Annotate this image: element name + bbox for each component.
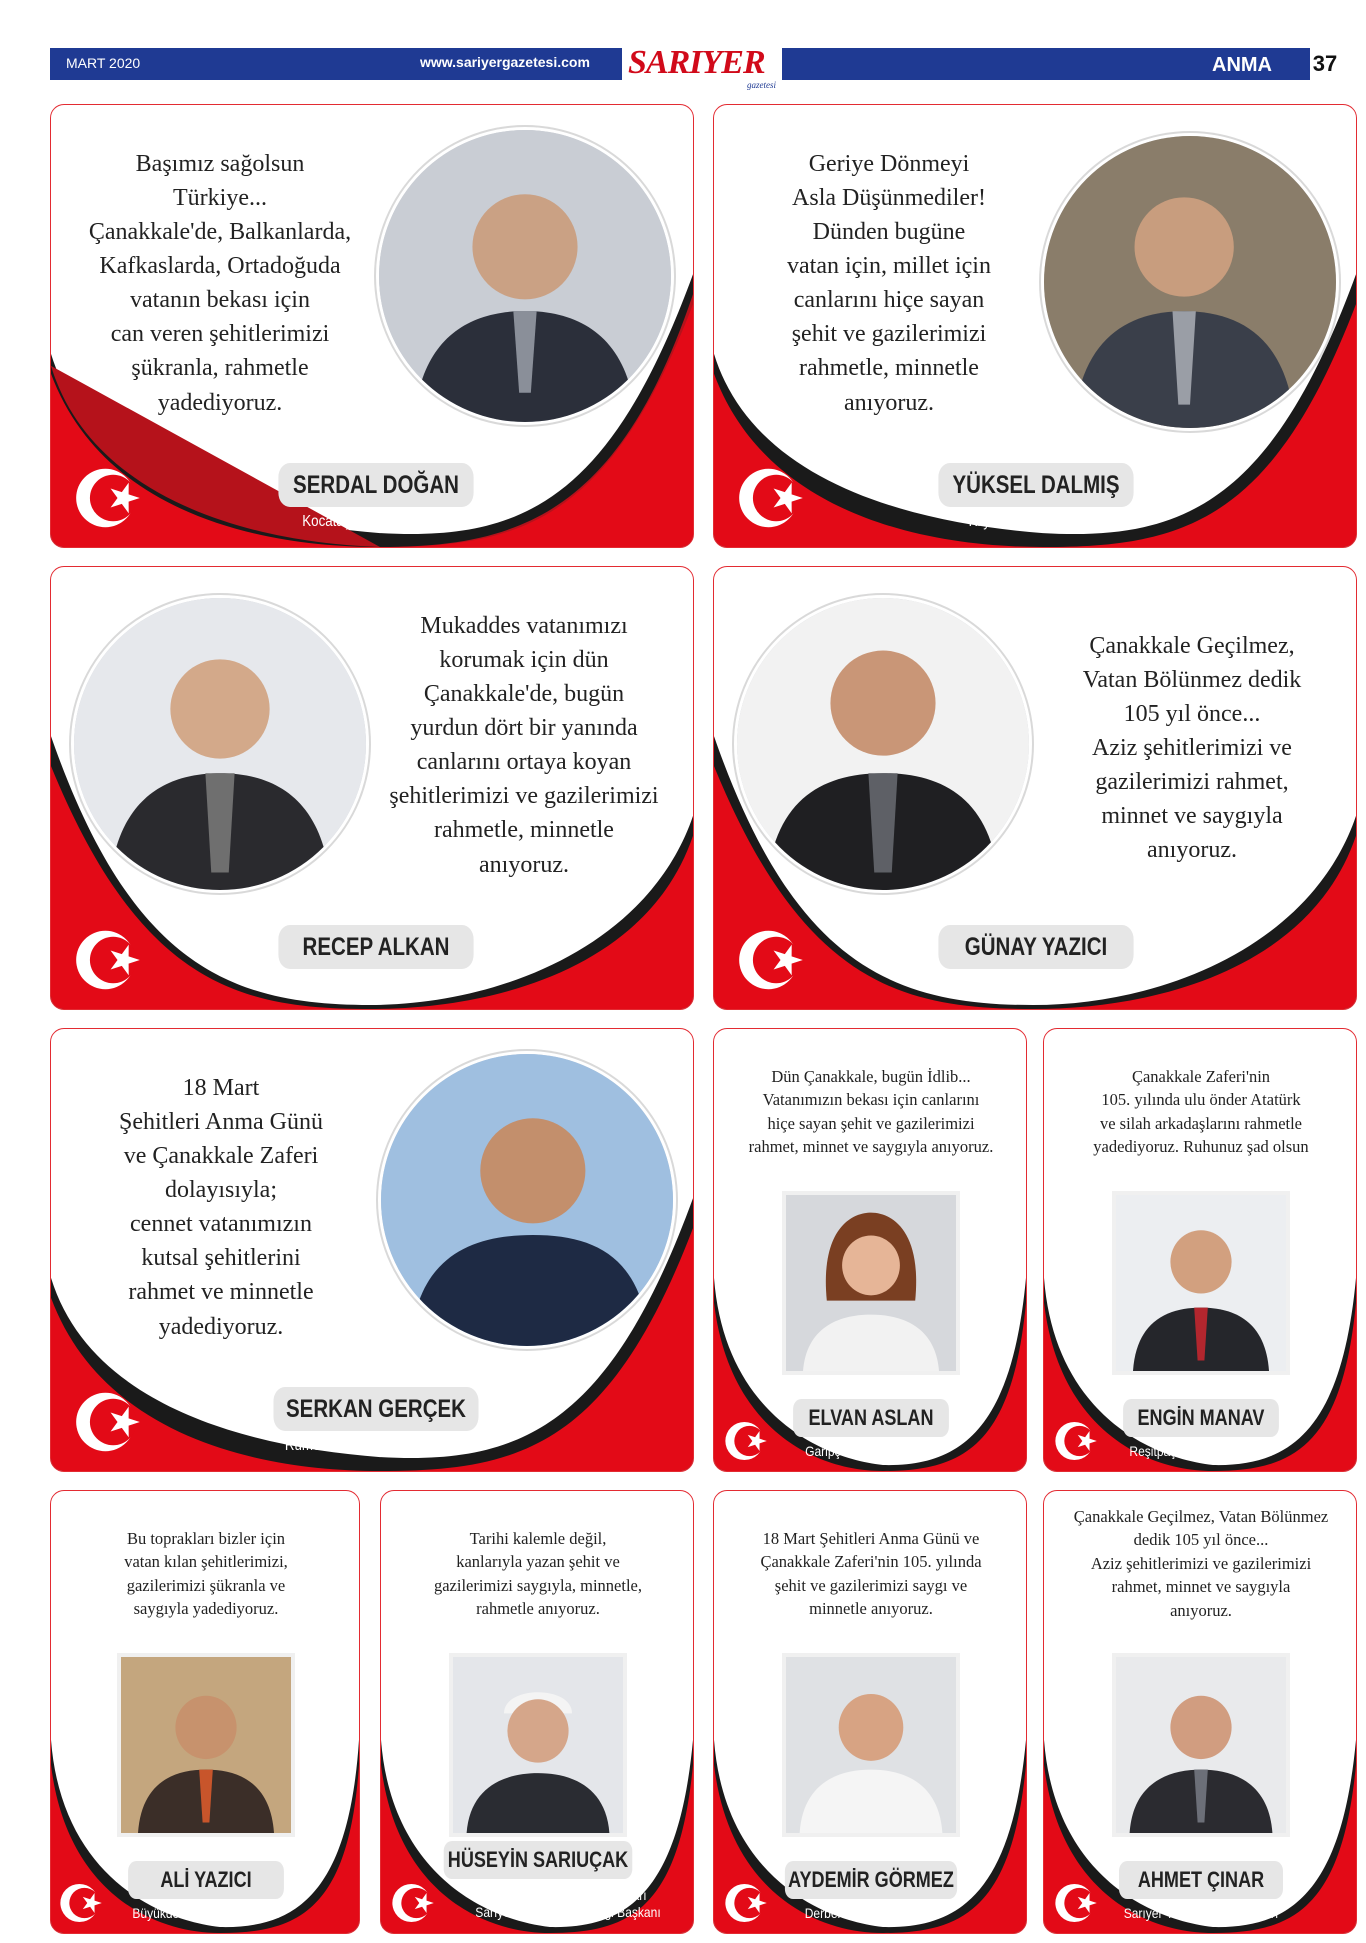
person-silhouette-icon xyxy=(121,1657,291,1833)
person-name: GÜNAY YAZICI xyxy=(938,925,1133,969)
issue-date: MART 2020 xyxy=(66,55,141,71)
portrait-photo xyxy=(117,1653,295,1837)
crescent-star-icon xyxy=(71,917,157,1003)
crescent-star-icon xyxy=(722,1875,778,1931)
person-title: İstinye Mahalle Muhtarı xyxy=(307,975,445,992)
portrait-photo xyxy=(376,127,674,425)
tribute-card xyxy=(50,1490,360,1934)
tribute-quote: Mukaddes vatanımızı korumak için dün Çanakkale'de, bugün yurdun dört bir yanında canlarını ortaya koyan şehitlerimizi ve gazilerimizi rahmetle, minnetle anıyoruz. xyxy=(389,613,659,878)
person-title: Reşitpaşa Mahalle Muhtarı xyxy=(1129,1443,1273,1459)
portrait-photo xyxy=(378,1051,676,1349)
tribute-quote: Bu toprakları bizler için vatan kılan şehitlerimizi, gazilerimizi şükranla ve saygıyla yadediyoruz. xyxy=(124,1529,288,1619)
person-silhouette-icon xyxy=(453,1657,623,1833)
person-silhouette-icon xyxy=(1044,136,1336,428)
person-title: Darüşşafaka Mahalle Muhtarı Sarıyer Muhtarlar Derneği Başkanı xyxy=(475,1887,661,1920)
tribute-card xyxy=(713,1028,1027,1472)
person-title: Garipçe Mahalle Muhtarı xyxy=(805,1443,937,1459)
tribute-card xyxy=(50,1028,694,1472)
crescent-star-icon xyxy=(71,455,157,541)
tribute-quote: 18 Mart Şehitleri Anma Günü ve Çanakkale Zaferi'nin 105. yılında şehit ve gazilerimizi saygı ve minnetle anıyoruz. xyxy=(760,1529,982,1619)
tribute-quote: 18 Mart Şehitleri Anma Günü ve Çanakkale Zaferi dolayısıyla; cennet vatanımızın kutsal şehitlerini rahmet ve minnetle yadediyoruz. xyxy=(119,1075,323,1340)
person-name: ENGİN MANAV xyxy=(1123,1399,1279,1437)
tribute-card xyxy=(50,104,694,548)
person-name: AHMET ÇINAR xyxy=(1119,1861,1283,1899)
person-name: YÜKSEL DALMIŞ xyxy=(938,463,1133,507)
person-name: AYDEMİR GÖRMEZ xyxy=(785,1861,957,1899)
tribute-card xyxy=(713,104,1357,548)
section-title: ANMA xyxy=(1212,54,1272,76)
portrait-photo xyxy=(1041,133,1339,431)
person-title: Gümüşdere Köyü Mahalle Muhtarı xyxy=(934,975,1138,992)
portrait-photo xyxy=(1112,1653,1290,1837)
person-name: ALİ YAZICI xyxy=(128,1861,284,1899)
person-title: Derbent Mahalle Muhtarı xyxy=(804,1905,938,1921)
tribute-card xyxy=(1043,1490,1357,1934)
person-title: Rumeli Feneri Mahalle Muhtarı xyxy=(284,1437,468,1454)
logo-subtext: gazetesi xyxy=(747,80,776,90)
person-name: ELVAN ASLAN xyxy=(793,1399,949,1437)
person-silhouette-icon xyxy=(786,1657,956,1833)
person-silhouette-icon xyxy=(737,598,1029,890)
person-title: Sarıyer Yeni Mahalle Muhtarı xyxy=(1123,1905,1279,1921)
tribute-card xyxy=(1043,1028,1357,1472)
person-title: Kocataş Mahalle Muhtarı xyxy=(302,513,450,530)
person-silhouette-icon xyxy=(1116,1195,1286,1371)
portrait-photo xyxy=(71,595,369,893)
tribute-quote: Dün Çanakkale, bugün İdlib... Vatanımızın bekası için canlarını hiçe sayan şehit ve gazilerimizi rahmet, minnet ve saygıyla anıyoruz. xyxy=(748,1067,994,1157)
page-header xyxy=(50,44,1340,90)
tribute-quote: Başımız sağolsun Türkiye... Çanakkale'de, Balkanlarda, Kafkaslarda, Ortadoğuda vatanın bekası için can veren şehitlerimizi şükranla, rahmetle yadediyoruz. xyxy=(88,151,352,416)
crescent-star-icon xyxy=(734,455,820,541)
person-name: SERKAN GERÇEK xyxy=(274,1387,479,1431)
crescent-star-icon xyxy=(57,1875,113,1931)
crescent-star-icon xyxy=(71,1379,157,1465)
page-number: 37 xyxy=(1310,48,1340,80)
portrait-photo xyxy=(734,595,1032,893)
crescent-star-icon xyxy=(722,1413,778,1469)
person-silhouette-icon xyxy=(381,1054,673,1346)
tribute-quote: Geriye Dönmeyi Asla Düşünmediler! Dünden bugüne vatan için, millet için canlarını hiçe sayan şehit ve gazilerimizi rahmetle, minnetle anıyoruz. xyxy=(787,151,991,416)
person-title: Kilyos Mahalle Muhtarı xyxy=(968,513,1104,530)
tribute-quote: Çanakkale Zaferi'nin 105. yılında ulu önder Atatürk ve silah arkadaşlarını rahmetle yadediyoruz. Ruhunuz şad olsun xyxy=(1093,1067,1309,1157)
portrait-photo xyxy=(449,1653,627,1837)
logo-text: SARIYER xyxy=(628,44,765,81)
portrait-photo xyxy=(782,1653,960,1837)
crescent-star-icon xyxy=(734,917,820,1003)
tribute-card xyxy=(713,566,1357,1010)
person-name: RECEP ALKAN xyxy=(278,925,473,969)
person-title: Büyükdere Mahalle Muhtarı xyxy=(132,1905,280,1921)
person-name: SERDAL DOĞAN xyxy=(278,463,473,507)
newspaper-logo xyxy=(622,44,782,90)
tribute-quote: Çanakkale Geçilmez, Vatan Bölünmez dedik 105 yıl önce... Aziz şehitlerimizi ve gazilerimizi rahmet, minnet ve saygıyla anıyoruz. xyxy=(1082,633,1302,864)
crescent-star-icon xyxy=(1052,1875,1108,1931)
portrait-photo xyxy=(782,1191,960,1375)
person-name: HÜSEYİN SARIUÇAK xyxy=(444,1841,633,1879)
tribute-card xyxy=(380,1490,694,1934)
tribute-card xyxy=(713,1490,1027,1934)
person-silhouette-icon xyxy=(379,130,671,422)
person-silhouette-icon xyxy=(786,1195,956,1371)
person-silhouette-icon xyxy=(1116,1657,1286,1833)
portrait-photo xyxy=(1112,1191,1290,1375)
tribute-card xyxy=(50,566,694,1010)
crescent-star-icon xyxy=(389,1875,445,1931)
tribute-quote: Çanakkale Geçilmez, Vatan Bölünmez dedik 105 yıl önce... Aziz şehitlerimizi ve gazilerimizi rahmet, minnet ve saygıyla anıyoruz. xyxy=(1073,1507,1329,1620)
tribute-quote: Tarihi kalemle değil, kanlarıyla yazan şehit ve gazilerimizi saygıyla, minnetle, rahmetle anıyoruz. xyxy=(433,1529,642,1619)
website-url[interactable]: www.sariyergazetesi.com xyxy=(420,54,590,70)
crescent-star-icon xyxy=(1052,1413,1108,1469)
person-silhouette-icon xyxy=(74,598,366,890)
